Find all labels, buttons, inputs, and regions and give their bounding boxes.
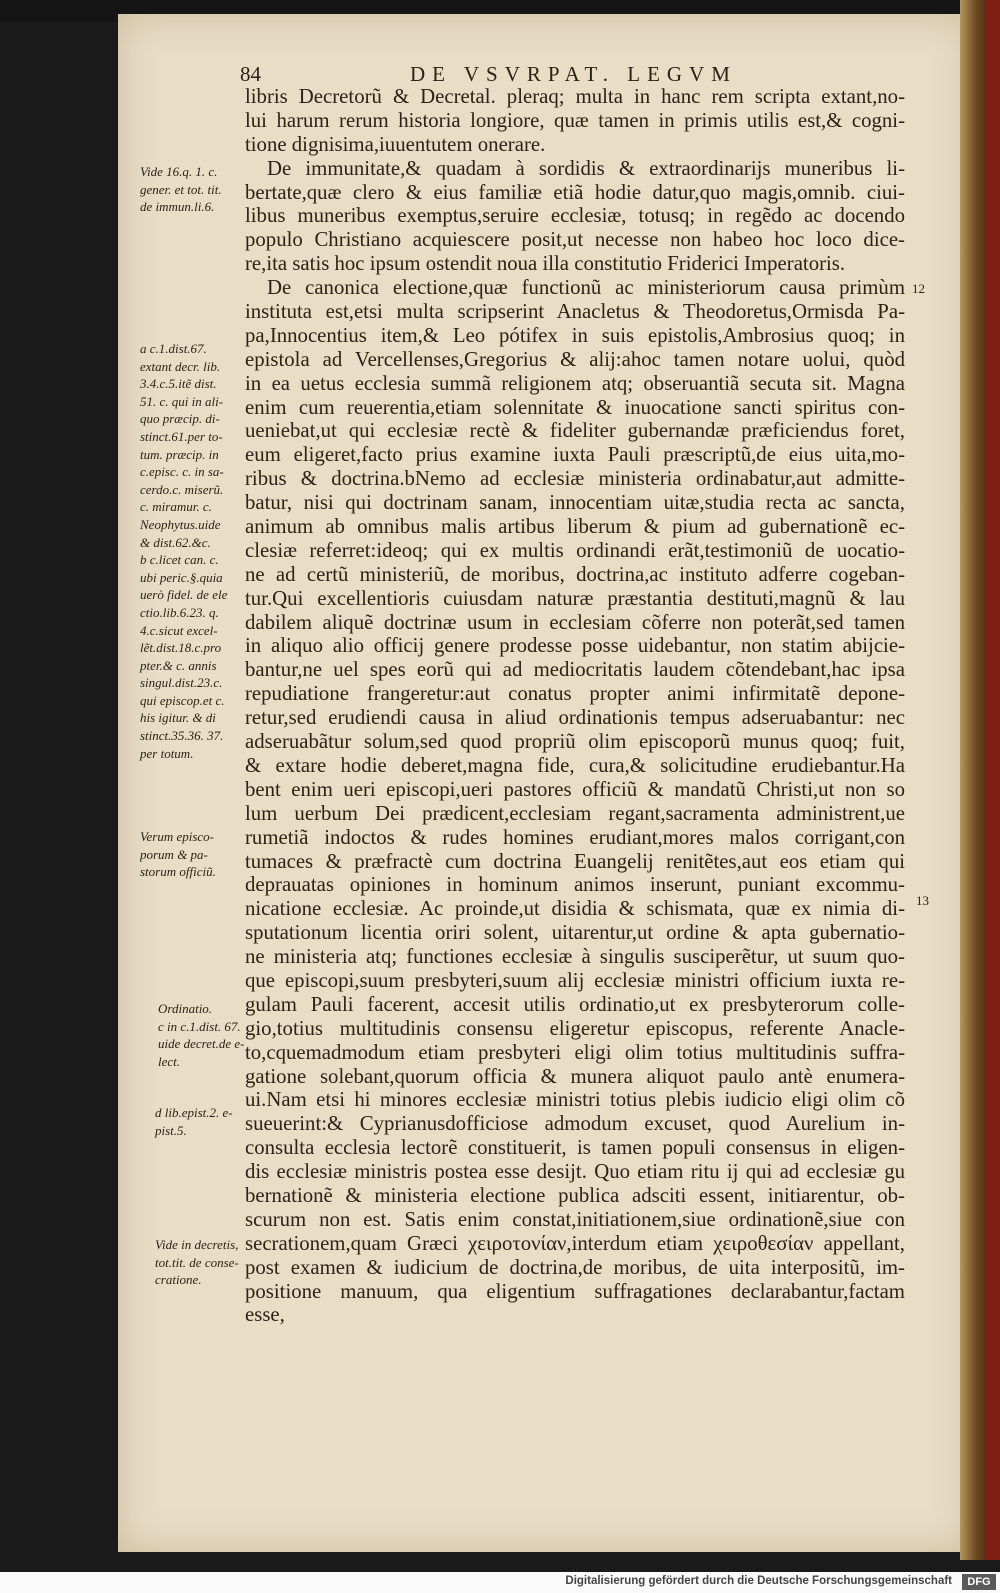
- margin-note-line: Vide in decretis,: [155, 1237, 239, 1252]
- margin-note-line: storum officiũ.: [140, 864, 216, 880]
- text-line: sputationum licentia oriri solent, uitarentur,ut ordine & apta gubernatio-: [245, 921, 905, 945]
- text-line: dabilem aliquẽ doctrinæ usum in ecclesiam cõferre non poterãt,sed tamen: [245, 610, 905, 634]
- text-line: to,cquemadmodum etiam presbyteri eligi olim totius multitudinis suffra-: [245, 1040, 905, 1064]
- main-text: [245, 85, 905, 1327]
- text-line: ui.Nam etsi hi minores ecclesiæ ministri totius plebis iudicio eligi olim cõ: [245, 1088, 905, 1112]
- margin-note-line: lẽt.dist.18.c.pro: [140, 640, 222, 656]
- text-line: batur, nisi qui doctrinam sanam, innocentiam uitæ,studia recta ac sancta,: [245, 491, 905, 515]
- margin-note-line: extant decr. lib.: [140, 358, 221, 374]
- text-line: bent enim ueri episcopi,ueri pastores officiũ & mandatũ Christi,ut non so: [245, 777, 905, 801]
- margin-note-line: d lib.epist.2. e-: [155, 1105, 233, 1120]
- margin-note-line: Verum episco-: [140, 829, 215, 844]
- margin-note-line: de immun.li.6.: [140, 199, 215, 215]
- margin-note-line: tot.tit. de conse-: [155, 1254, 239, 1270]
- text-line: consulta ecclesia lectorẽ constituerit, is tamen populi consensus in eligen-: [245, 1136, 905, 1160]
- margin-note-officium: [140, 828, 216, 881]
- margin-note-line: b c.licet can. c.: [140, 552, 219, 568]
- text-line: enim cum reuerentia,etiam solennitate & inuocatione sancti spiritus con-: [245, 395, 905, 419]
- margin-note-line: pist.5.: [155, 1122, 187, 1138]
- margin-note-line: cratione.: [155, 1272, 202, 1288]
- margin-note-line: c. miramur. c.: [140, 499, 212, 515]
- margin-note-electione: [140, 340, 227, 762]
- text-line: & extare hodie deberet,magna fide, cura,& solicitudine erudiebantur.Ha: [245, 753, 905, 777]
- text-line: re,ita satis hoc ipsum ostendit noua illa constitutio Friderici Imperatoris.: [245, 252, 846, 276]
- text-line: esse,: [245, 1303, 285, 1327]
- margin-note-consecratione: [155, 1236, 239, 1289]
- dfg-logo: DFG: [962, 1574, 996, 1590]
- margin-note-line: Ordinatio.: [158, 1001, 213, 1016]
- margin-note-line: stinct.35.36. 37.: [140, 728, 224, 744]
- margin-note-line: tum. præcip. in: [140, 446, 219, 462]
- text-line: que episcopi,suum presbyteri,suum alij ecclesiæ ministri officium iuxta re-: [245, 968, 905, 992]
- text-line: adseruabãtur solum,sed quod propriũ olim episcoporũ munus quoq; fuit,: [245, 730, 905, 754]
- running-title: DE VSVRPAT. LEGVM: [410, 62, 737, 86]
- text-line: retur,sed erudiendi causa in aliud ordinationis tempus adseruabantur: nec: [245, 706, 905, 730]
- margin-note-line: stinct.61.per to-: [140, 428, 223, 444]
- text-line: De canonica electione,quæ functionũ ac ministeriorum causa primùm: [267, 276, 905, 300]
- text-line: lum uerbum Dei prædicent,ecclesiam regant,sacramenta administrent,ue: [245, 801, 905, 825]
- margin-note-line: gener. et tot. tit.: [140, 181, 222, 197]
- text-line: gio,totius multitudinis consensu eligeretur episcopus, referente Anacle-: [245, 1016, 905, 1040]
- margin-note-line: uide decret.de e-: [158, 1036, 245, 1052]
- binding-edge: [985, 0, 1000, 1560]
- text-line: animum ab omnibus malis artibus liberum & pium ad gubernationẽ ec-: [245, 515, 905, 539]
- text-line: tumaces & præfractè cum doctrina Euangelij renitẽtes,aut eos etiam qui: [245, 849, 905, 873]
- text-line: De immunitate,& quadam à sordidis & extraordinarijs muneribus li-: [267, 156, 905, 180]
- text-line: ne ministeria atq; functiones ecclesiæ à singulis susciperẽtur, ut suum quo-: [245, 945, 905, 969]
- margin-note-line: porum & pa-: [140, 846, 208, 862]
- margin-note-line: Neophytus.uide: [140, 516, 221, 532]
- text-line: in aliquo alio officij genere prodesse posse uidebantur, non statim abijcie-: [245, 634, 905, 658]
- text-line: pa,Innocentius item,& Leo pótifex in suis epistolis,Ambrosius quoq; in: [245, 323, 905, 347]
- margin-note-line: singul.dist.23.c.: [140, 675, 223, 691]
- section-number: 12: [912, 281, 925, 296]
- margin-note-line: pter.& c. annis: [140, 657, 217, 673]
- margin-note-line: 51. c. qui in ali-: [140, 393, 224, 409]
- text-line: gulam Pauli facerent, accesit utilis ordinatio,ut ex presbyterorum colle-: [245, 992, 905, 1016]
- margin-note-line: 4.c.sicut excel-: [140, 622, 218, 638]
- text-line: repudiatione frangeretur:aut conatus propter animi infirmitatẽ depone-: [245, 682, 905, 706]
- text-line: bertate,quæ clero & eius familiæ etiã hodie datur,quo magis,omnib. ciui-: [245, 180, 905, 204]
- text-line: sueuerint:& Cyprianusdofficiose admodum excuset, quod Aurelium in-: [245, 1112, 905, 1136]
- margin-note-line: cerdo.c. miserũ.: [140, 481, 224, 497]
- text-line: ne ad certũ ministeriũ, de moribus, doctrina,ac instituto adferre cogeban-: [245, 562, 905, 586]
- margin-note-line: uerò fidel. de ele: [140, 587, 228, 603]
- text-line: gatione solebant,quorum officia & munera aliquot paulo antè enumera-: [245, 1064, 905, 1088]
- text-line: post examen & iudicium de doctrina,de moribus, de uita interpositũ, im-: [245, 1255, 905, 1279]
- text-line: dis ecclesiæ ministris postea esse desijt. Quo etiam ritu ij qui ad ecclesiæ gu: [245, 1160, 905, 1184]
- section-number: 13: [916, 893, 929, 908]
- text-line: eum eligeret,facto prius examine iuxta Pauli præscriptũ,de eius uita,mo-: [245, 443, 905, 467]
- digitization-footer: [0, 1572, 1000, 1593]
- margin-note-line: c in c.1.dist. 67.: [158, 1018, 241, 1034]
- text-line: tur.Qui excellentioris cuiusdam naturæ præstantia destituti,magnũ & lau: [245, 586, 905, 610]
- text-line: epistola ad Vercellenses,Gregorius & alij:ahoc tamen notare uolui, quòd: [245, 347, 905, 371]
- margin-note-line: quo præcip. di-: [140, 411, 220, 427]
- margin-note-line: & dist.62.&c.: [140, 534, 211, 550]
- margin-note-line: qui episcop.et c.: [140, 692, 225, 708]
- footer-credit: Digitalisierung gefördert durch die Deutsche Forschungsgemeinschaft: [565, 1575, 952, 1587]
- text-line: libris Decretorũ & Decretal. pleraq; multa in hanc rem scripta extant,no-: [245, 85, 905, 108]
- text-line: scurum non est. Satis enim constat,initiationem,siue ordinationẽ,siue con: [245, 1207, 905, 1231]
- margin-note-line: a c.1.dist.67.: [140, 341, 207, 356]
- text-line: libus muneribus exemptus,seruire ecclesiæ, totusq; in regẽdo ac docendo: [245, 204, 905, 228]
- margin-note-line: c.episc. c. in sa-: [140, 464, 224, 480]
- text-line: tione dignisima,iuuentutem onerare.: [245, 132, 546, 156]
- text-line: in ea uetus ecclesia summã religionem atq; obseruantiã secuta sit. Magna: [245, 371, 905, 395]
- margin-note-line: ubi peric.§.quia: [140, 569, 223, 585]
- text-line: ribus & doctrina.bNemo ad ecclesiæ ministeria ordinabatur,aut admitte-: [245, 467, 905, 491]
- margin-note-line: lect.: [158, 1053, 181, 1069]
- text-line: clesiæ referret:ideoq; qui ex multis ordinandi erãt,testimoniũ de uocatio-: [245, 538, 905, 562]
- margin-note-cyprianus: [155, 1104, 233, 1139]
- margin-note-ordinatio: [158, 1000, 245, 1070]
- text-line: rumetiã indoctos & rudes homines erudiant,mores malos corrigant,con: [245, 825, 905, 849]
- margin-note-line: ctio.lib.6.23. q.: [140, 604, 219, 620]
- text-line: bernationẽ & ministeria electione publica adsciti essent, initiarentur, ob-: [245, 1183, 905, 1207]
- text-line: secrationem,quam Græci χειροτονίαν,interdum etiam χειροθεσίαν appellant,: [245, 1231, 905, 1255]
- text-line: ueniebat,ut qui ecclesiæ rectè & fideliter gubernandæ præficiendus foret,: [245, 419, 905, 443]
- text-line: instituta est,etsi multa scripserint Anacletus & Theodoretus,Ormisda Pa-: [245, 300, 905, 324]
- margin-note-line: his igitur. & di: [140, 710, 216, 726]
- text-line: bantur,ne uel spes eorũ qui ad mediocritatis laudem cõtendebant,hac ipsa: [245, 658, 905, 682]
- text-line: nicatione ecclesiæ. Ac proinde,ut disidia & schismata, quæ ex nimia di-: [245, 897, 905, 921]
- page-number: 84: [240, 62, 261, 86]
- margin-note-line: per totum.: [140, 745, 194, 761]
- text-line: deprauatas opiniones in hominum animos inserunt, puniant excommu-: [245, 873, 905, 897]
- margin-note-line: Vide 16.q. 1. c.: [140, 164, 218, 179]
- margin-note-immunitate: [140, 163, 222, 216]
- text-line: lui harum rerum historia longiore, quæ tamen in primis utilis est,& cogni-: [245, 108, 905, 132]
- margin-note-line: 3.4.c.5.itẽ dist.: [140, 376, 217, 392]
- text-line: positione manuum, qua eligentium suffragationes declarabantur,factam: [245, 1279, 905, 1303]
- text-line: populo Christiano acquiescere posit,ut necesse non habeo hoc loco dice-: [245, 228, 905, 252]
